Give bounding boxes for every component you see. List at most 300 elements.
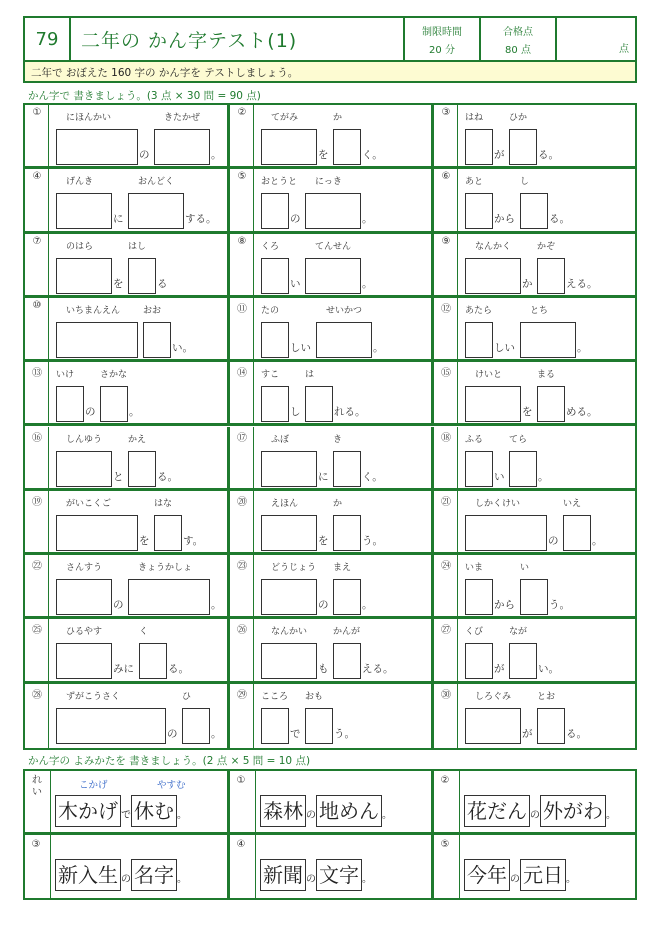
section-1-instruction: かん字で 書きましょう。(3 点 × 30 問 = 90 点) bbox=[28, 90, 261, 102]
furigana: なんかい bbox=[271, 627, 308, 638]
number-divider bbox=[50, 771, 51, 832]
furigana: しろぐみ bbox=[475, 691, 512, 702]
number-divider bbox=[457, 684, 458, 748]
question-number: ⑭ bbox=[237, 368, 247, 380]
answer-box[interactable] bbox=[56, 322, 138, 358]
furigana: か bbox=[333, 498, 343, 509]
furigana: ふる bbox=[465, 434, 484, 445]
page-title: 二年の かん字テスト(1) bbox=[71, 18, 405, 60]
question-number: ⑥ bbox=[441, 171, 451, 183]
number-divider bbox=[48, 169, 49, 230]
reading-cell bbox=[25, 835, 230, 899]
passing-score-label: 合格点 bbox=[503, 26, 533, 38]
furigana: か bbox=[333, 113, 343, 123]
question-number: ⑳ bbox=[237, 496, 247, 508]
okurigana: の bbox=[290, 213, 301, 226]
question-cell bbox=[434, 684, 635, 748]
okurigana: 。 bbox=[373, 341, 384, 354]
number-divider bbox=[459, 835, 460, 899]
header-bar bbox=[23, 16, 637, 62]
reading-cell bbox=[230, 771, 434, 835]
question-cell bbox=[230, 362, 434, 426]
number-divider bbox=[253, 169, 254, 230]
okurigana: える。 bbox=[566, 277, 598, 290]
test-number: 79 bbox=[25, 18, 71, 60]
reading-number: ⑤ bbox=[440, 839, 450, 850]
number-divider bbox=[253, 491, 254, 552]
answer-box[interactable] bbox=[261, 579, 317, 615]
question-number: ⑩ bbox=[32, 299, 42, 311]
furigana: せいかつ bbox=[326, 305, 363, 316]
particle: 。 bbox=[382, 810, 392, 821]
furigana: いけ bbox=[56, 370, 75, 381]
number-divider bbox=[457, 619, 458, 680]
furigana: しかくけい bbox=[475, 498, 521, 509]
answer-box[interactable] bbox=[128, 258, 156, 294]
question-cell bbox=[434, 491, 635, 555]
number-divider bbox=[459, 771, 460, 832]
question-number: ㉔ bbox=[441, 561, 451, 573]
question-number: ③ bbox=[441, 107, 451, 118]
okurigana: を bbox=[113, 277, 124, 290]
okurigana: 。 bbox=[362, 277, 373, 290]
answer-box[interactable] bbox=[465, 258, 521, 294]
example-furigana: やすむ bbox=[157, 780, 186, 791]
okurigana: しい bbox=[494, 341, 515, 354]
okurigana: が bbox=[522, 727, 533, 740]
answer-box[interactable] bbox=[465, 386, 521, 422]
furigana: いま bbox=[465, 563, 484, 574]
okurigana: の bbox=[139, 149, 150, 161]
answer-box[interactable] bbox=[465, 322, 493, 358]
number-divider bbox=[48, 684, 49, 748]
okurigana: も bbox=[318, 663, 329, 676]
answer-box[interactable] bbox=[465, 451, 493, 487]
question-number: ⑧ bbox=[237, 235, 247, 247]
number-divider bbox=[253, 362, 254, 423]
furigana: がいこくご bbox=[66, 498, 112, 509]
okurigana: る。 bbox=[168, 663, 189, 676]
furigana: まえ bbox=[333, 563, 352, 574]
furigana: まる bbox=[537, 370, 556, 381]
answer-box[interactable] bbox=[261, 129, 317, 165]
kanji-word: 新聞 bbox=[260, 859, 306, 891]
answer-box[interactable] bbox=[56, 515, 138, 551]
okurigana: く。 bbox=[362, 149, 383, 161]
furigana: にっき bbox=[315, 177, 342, 188]
okurigana: 。 bbox=[211, 599, 222, 612]
okurigana: を bbox=[318, 534, 329, 547]
reading-phrase bbox=[260, 795, 392, 827]
okurigana: 。 bbox=[592, 534, 603, 547]
answer-box[interactable] bbox=[520, 322, 576, 358]
question-number: ⑪ bbox=[237, 303, 247, 315]
question-number: ① bbox=[32, 107, 42, 118]
number-divider bbox=[48, 555, 49, 616]
furigana: とお bbox=[537, 691, 556, 702]
number-divider bbox=[48, 362, 49, 423]
particle: の bbox=[530, 810, 540, 821]
question-number: ㉚ bbox=[441, 689, 451, 701]
answer-box[interactable] bbox=[128, 579, 210, 615]
furigana: かえ bbox=[128, 434, 147, 445]
question-number: ⑰ bbox=[237, 432, 247, 444]
question-cell bbox=[434, 427, 635, 491]
question-number: ㉒ bbox=[32, 561, 42, 573]
reading-number: ② bbox=[440, 775, 450, 786]
kanji-word: 名字 bbox=[131, 859, 177, 891]
question-number: ⑲ bbox=[32, 496, 42, 508]
question-cell bbox=[434, 169, 635, 233]
furigana: あと bbox=[465, 177, 484, 188]
okurigana: の bbox=[167, 727, 178, 740]
furigana: くろ bbox=[261, 241, 280, 252]
question-cell bbox=[230, 491, 434, 555]
reading-cell bbox=[434, 771, 635, 835]
answer-box[interactable] bbox=[305, 258, 361, 294]
okurigana: う。 bbox=[334, 727, 355, 740]
furigana: こころ bbox=[261, 691, 289, 702]
question-cell bbox=[230, 427, 434, 491]
furigana: ふぼ bbox=[271, 434, 290, 445]
furigana: おも bbox=[305, 691, 324, 702]
answer-box[interactable] bbox=[261, 386, 289, 422]
okurigana: か bbox=[522, 277, 533, 290]
particle: 。 bbox=[566, 874, 576, 885]
question-number: ㉓ bbox=[237, 561, 247, 573]
answer-box[interactable] bbox=[56, 258, 112, 294]
furigana: てんせん bbox=[315, 241, 352, 252]
question-cell bbox=[230, 169, 434, 233]
okurigana: の bbox=[113, 599, 124, 612]
answer-box[interactable] bbox=[537, 386, 565, 422]
reading-number: れい bbox=[32, 775, 42, 798]
answer-box[interactable] bbox=[143, 322, 171, 358]
number-divider bbox=[48, 234, 49, 295]
furigana: どうじょう bbox=[271, 563, 317, 574]
okurigana: める。 bbox=[566, 406, 598, 419]
answer-box[interactable] bbox=[100, 386, 128, 422]
reading-number: ① bbox=[236, 775, 246, 786]
answer-box[interactable] bbox=[520, 193, 548, 229]
question-cell bbox=[230, 619, 434, 683]
answer-box[interactable] bbox=[520, 579, 548, 615]
answer-box[interactable] bbox=[139, 643, 167, 679]
answer-box[interactable] bbox=[333, 129, 361, 165]
answer-box[interactable] bbox=[333, 515, 361, 551]
number-divider bbox=[253, 105, 254, 166]
question-number: ⑬ bbox=[32, 368, 42, 380]
time-limit-label: 制限時間 bbox=[422, 26, 462, 38]
reading-phrase bbox=[55, 795, 187, 827]
question-cell bbox=[434, 555, 635, 619]
okurigana: を bbox=[139, 534, 150, 547]
furigana: ひ bbox=[182, 691, 192, 702]
number-divider bbox=[253, 555, 254, 616]
okurigana: い bbox=[290, 277, 301, 290]
answer-box[interactable] bbox=[154, 129, 210, 165]
okurigana: える。 bbox=[362, 663, 394, 676]
furigana: しんゆう bbox=[66, 434, 103, 445]
answer-box[interactable] bbox=[261, 322, 289, 358]
answer-box[interactable] bbox=[261, 515, 317, 551]
reading-cell bbox=[434, 835, 635, 899]
reading-question-grid bbox=[23, 769, 637, 900]
question-cell bbox=[25, 491, 230, 555]
time-limit bbox=[405, 18, 481, 60]
furigana: かぞ bbox=[537, 241, 556, 252]
question-cell bbox=[434, 298, 635, 362]
furigana: く bbox=[139, 627, 149, 638]
okurigana: みに bbox=[113, 663, 134, 676]
number-divider bbox=[253, 234, 254, 295]
furigana: はな bbox=[154, 498, 173, 509]
okurigana: を bbox=[522, 406, 533, 419]
furigana: さかな bbox=[100, 370, 128, 381]
kanji-word: 新入生 bbox=[55, 859, 121, 891]
furigana: けいと bbox=[475, 370, 503, 381]
question-cell bbox=[25, 105, 230, 169]
answer-box[interactable] bbox=[261, 258, 289, 294]
number-divider bbox=[457, 427, 458, 488]
intro-text: 二年で おぼえた 160 字の かん字を テストしましょう。 bbox=[23, 62, 637, 83]
kanji-word: 元日 bbox=[520, 859, 566, 891]
answer-box[interactable] bbox=[509, 451, 537, 487]
number-divider bbox=[457, 105, 458, 166]
answer-box[interactable] bbox=[465, 708, 521, 744]
kanji-word: 木かげ bbox=[55, 795, 121, 827]
kanji-word: 森林 bbox=[260, 795, 306, 827]
number-divider bbox=[48, 105, 49, 166]
okurigana: い bbox=[494, 470, 505, 483]
answer-box[interactable] bbox=[316, 322, 372, 358]
answer-box[interactable] bbox=[333, 451, 361, 487]
question-cell bbox=[25, 234, 230, 298]
okurigana: 。 bbox=[129, 406, 140, 419]
number-divider bbox=[48, 619, 49, 680]
okurigana: から bbox=[494, 213, 515, 226]
okurigana: が bbox=[494, 663, 505, 676]
furigana: おとうと bbox=[261, 177, 298, 188]
answer-box[interactable] bbox=[56, 643, 112, 679]
furigana: おんどく bbox=[138, 177, 175, 188]
answer-box[interactable] bbox=[537, 708, 565, 744]
okurigana: 。 bbox=[362, 599, 373, 612]
number-divider bbox=[48, 298, 49, 359]
okurigana: に bbox=[113, 213, 124, 226]
answer-box[interactable] bbox=[465, 193, 493, 229]
number-divider bbox=[457, 555, 458, 616]
question-number: ⑱ bbox=[441, 432, 451, 444]
particle: 。 bbox=[177, 810, 187, 821]
question-cell bbox=[434, 234, 635, 298]
answer-box[interactable] bbox=[465, 579, 493, 615]
furigana: かんが bbox=[333, 627, 361, 638]
answer-box[interactable] bbox=[182, 708, 210, 744]
question-number: ㉑ bbox=[441, 496, 451, 508]
question-cell bbox=[230, 234, 434, 298]
answer-box[interactable] bbox=[261, 193, 289, 229]
number-divider bbox=[255, 771, 256, 832]
furigana: おお bbox=[143, 305, 162, 316]
furigana: たの bbox=[261, 305, 280, 316]
furigana: てがみ bbox=[271, 113, 299, 123]
okurigana: する。 bbox=[185, 213, 217, 226]
furigana: ひるやす bbox=[66, 627, 103, 638]
question-cell bbox=[230, 555, 434, 619]
particle: 。 bbox=[177, 874, 187, 885]
furigana: にほんかい bbox=[66, 113, 112, 123]
furigana: はし bbox=[128, 241, 147, 252]
number-divider bbox=[253, 684, 254, 748]
particle: の bbox=[306, 810, 316, 821]
answer-box[interactable] bbox=[128, 193, 184, 229]
furigana: し bbox=[520, 177, 530, 188]
furigana: くび bbox=[465, 627, 484, 638]
question-cell bbox=[25, 169, 230, 233]
answer-box[interactable] bbox=[465, 129, 493, 165]
okurigana: る。 bbox=[538, 149, 559, 161]
okurigana: る。 bbox=[549, 213, 570, 226]
furigana: あたら bbox=[465, 305, 493, 316]
particle: の bbox=[121, 874, 131, 885]
example-furigana: こかげ bbox=[79, 780, 108, 791]
answer-box[interactable] bbox=[56, 451, 112, 487]
number-divider bbox=[48, 427, 49, 488]
okurigana: い。 bbox=[538, 663, 559, 676]
question-number: ⑯ bbox=[32, 432, 42, 444]
answer-box[interactable] bbox=[509, 129, 537, 165]
question-number: ⑤ bbox=[237, 171, 247, 183]
answer-box[interactable] bbox=[128, 451, 156, 487]
okurigana: う。 bbox=[549, 599, 570, 612]
okurigana: う。 bbox=[362, 534, 383, 547]
okurigana: の bbox=[318, 599, 329, 612]
answer-box[interactable] bbox=[261, 451, 317, 487]
number-divider bbox=[457, 362, 458, 423]
okurigana: る。 bbox=[566, 727, 587, 740]
okurigana: 。 bbox=[538, 470, 549, 483]
number-divider bbox=[255, 835, 256, 899]
score-unit: 点 bbox=[619, 44, 629, 55]
question-cell bbox=[25, 619, 230, 683]
number-divider bbox=[253, 427, 254, 488]
answer-box[interactable] bbox=[56, 708, 166, 744]
answer-box[interactable] bbox=[56, 579, 112, 615]
number-divider bbox=[457, 491, 458, 552]
okurigana: 。 bbox=[211, 149, 222, 161]
okurigana: が bbox=[494, 149, 505, 161]
kanji-word: 休む bbox=[131, 795, 177, 827]
okurigana: しい bbox=[290, 341, 311, 354]
number-divider bbox=[48, 491, 49, 552]
kanji-word: 文字 bbox=[316, 859, 362, 891]
particle: の bbox=[510, 874, 520, 885]
answer-box[interactable] bbox=[305, 708, 333, 744]
kanji-word: 花だん bbox=[464, 795, 530, 827]
furigana: はね bbox=[465, 113, 484, 123]
furigana: い bbox=[520, 563, 530, 574]
okurigana: し bbox=[290, 406, 301, 419]
kanji-word: 今年 bbox=[464, 859, 510, 891]
furigana: すこ bbox=[261, 370, 280, 381]
answer-box[interactable] bbox=[509, 643, 537, 679]
question-number: ㉘ bbox=[32, 689, 42, 701]
reading-cell bbox=[25, 771, 230, 835]
number-divider bbox=[50, 835, 51, 899]
furigana: ずがこうさく bbox=[66, 691, 121, 702]
question-cell bbox=[25, 298, 230, 362]
furigana: は bbox=[305, 370, 315, 381]
okurigana: る。 bbox=[157, 470, 178, 483]
answer-box[interactable] bbox=[56, 193, 112, 229]
okurigana: る bbox=[157, 277, 168, 290]
answer-box[interactable] bbox=[56, 386, 84, 422]
okurigana: 。 bbox=[577, 341, 588, 354]
answer-box[interactable] bbox=[56, 129, 138, 165]
question-cell bbox=[230, 105, 434, 169]
particle: 。 bbox=[606, 810, 616, 821]
answer-box[interactable] bbox=[465, 643, 493, 679]
answer-box[interactable] bbox=[305, 386, 333, 422]
answer-box[interactable] bbox=[305, 193, 361, 229]
answer-box[interactable] bbox=[333, 579, 361, 615]
kanji-word: 地めん bbox=[316, 795, 382, 827]
okurigana: い。 bbox=[172, 341, 193, 354]
furigana: いえ bbox=[563, 498, 582, 509]
question-number: ㉗ bbox=[441, 625, 451, 637]
time-limit-value: 20 分 bbox=[429, 44, 455, 56]
answer-box[interactable] bbox=[154, 515, 182, 551]
number-divider bbox=[457, 298, 458, 359]
okurigana: に bbox=[318, 470, 329, 483]
okurigana: から bbox=[494, 599, 515, 612]
furigana: なんかく bbox=[475, 241, 512, 252]
score-field[interactable] bbox=[557, 18, 635, 60]
furigana: のはら bbox=[66, 241, 94, 252]
reading-phrase bbox=[464, 795, 616, 827]
reading-phrase bbox=[55, 859, 187, 891]
okurigana: す。 bbox=[183, 534, 204, 547]
question-number: ㉙ bbox=[237, 689, 247, 701]
question-number: ④ bbox=[32, 171, 42, 183]
furigana: なが bbox=[509, 627, 528, 638]
question-cell bbox=[25, 362, 230, 426]
answer-box[interactable] bbox=[563, 515, 591, 551]
question-number: ⑨ bbox=[441, 235, 451, 247]
answer-box[interactable] bbox=[333, 643, 361, 679]
furigana: きたかぜ bbox=[164, 113, 201, 123]
furigana: とち bbox=[530, 305, 549, 316]
question-number: ② bbox=[237, 107, 247, 118]
answer-box[interactable] bbox=[261, 643, 317, 679]
answer-box[interactable] bbox=[537, 258, 565, 294]
kanji-word: 外がわ bbox=[540, 795, 606, 827]
question-cell bbox=[434, 362, 635, 426]
reading-number: ④ bbox=[236, 839, 246, 850]
furigana: てら bbox=[509, 434, 528, 445]
answer-box[interactable] bbox=[261, 708, 289, 744]
question-cell bbox=[434, 619, 635, 683]
answer-box[interactable] bbox=[465, 515, 547, 551]
okurigana: れる。 bbox=[334, 406, 366, 419]
particle: で bbox=[121, 810, 131, 821]
question-cell bbox=[434, 105, 635, 169]
furigana: ひか bbox=[509, 113, 528, 123]
furigana: いちまんえん bbox=[66, 305, 121, 316]
number-divider bbox=[457, 169, 458, 230]
furigana: きょうかしょ bbox=[138, 563, 193, 574]
